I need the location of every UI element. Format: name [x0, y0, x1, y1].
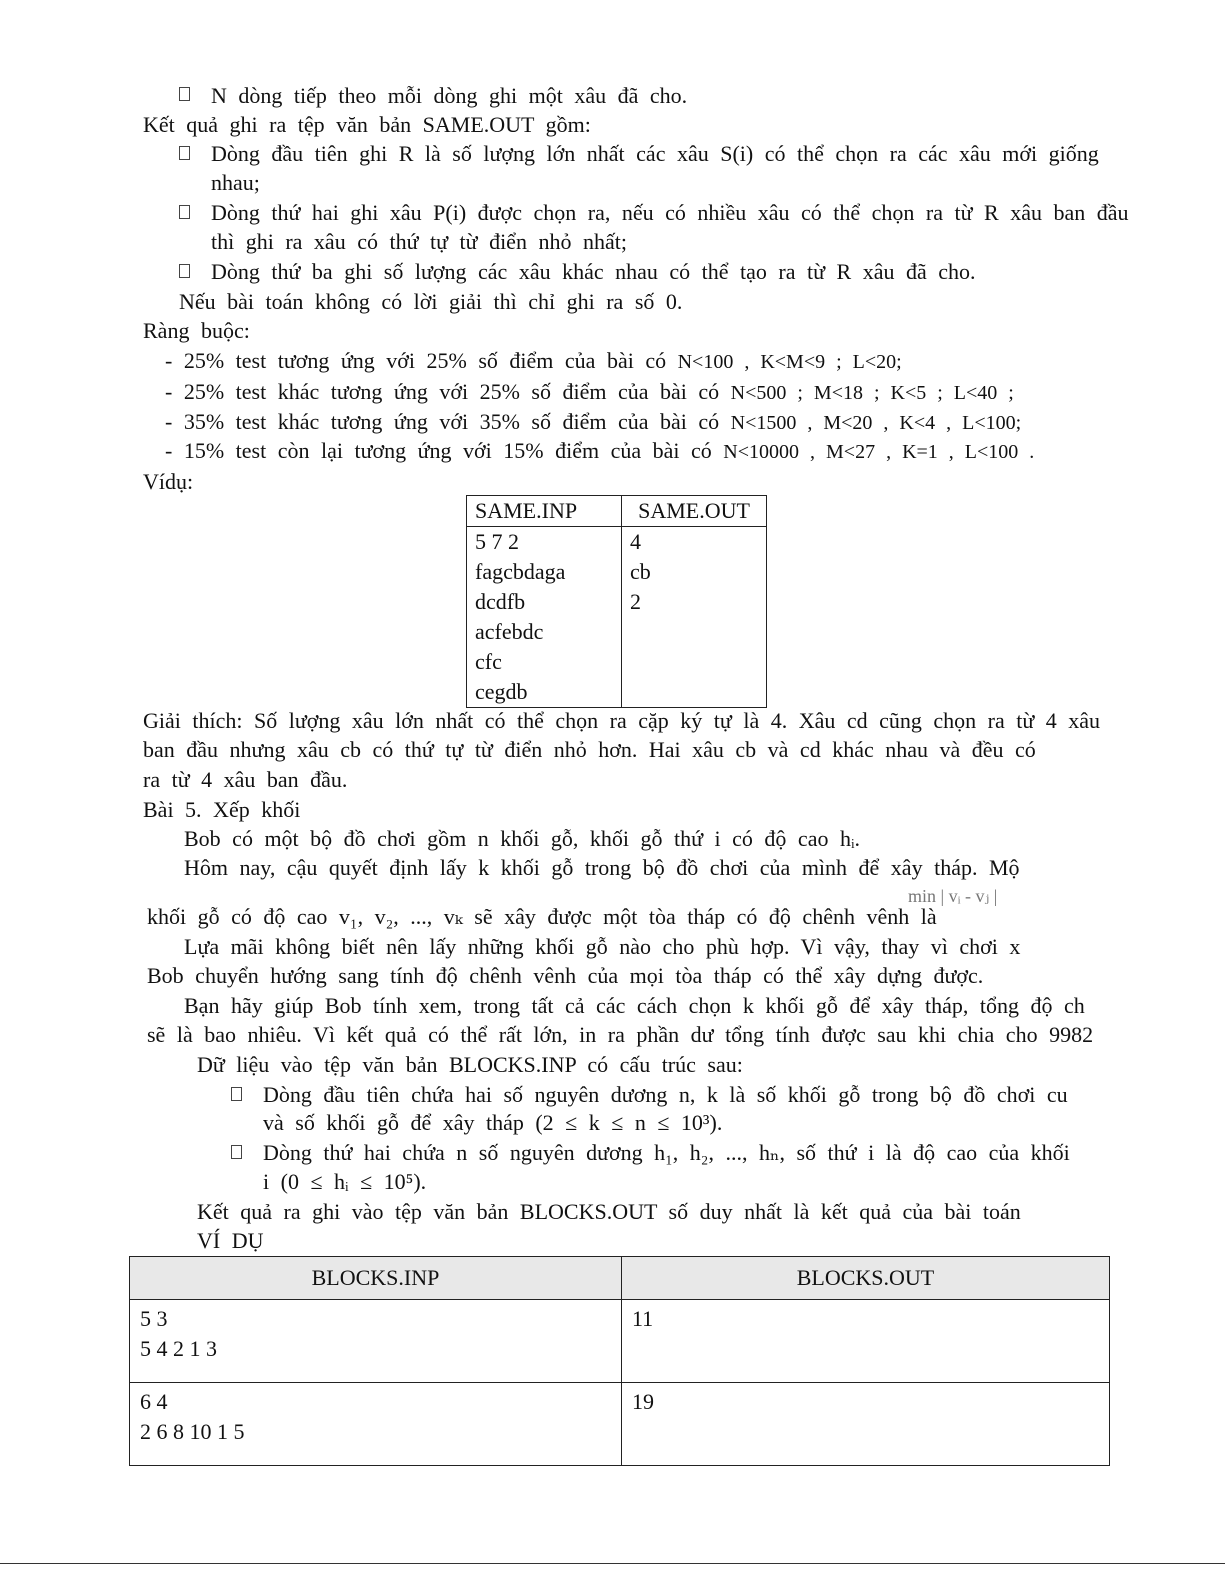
bullet-icon: [231, 1087, 242, 1101]
problem-line-2: Hôm nay, cậu quyết định lấy k khối gỗ trong bộ đồ chơi của mình để xây tháp. Mộ: [184, 855, 1020, 880]
problem-line-1: Bob có một bộ đồ chơi gồm n khối gỗ, khối gỗ thứ i có độ cao hᵢ.: [184, 826, 861, 851]
input-item-1-cont: và số khối gỗ để xây tháp (2 ≤ k ≤ n ≤ 10³).: [263, 1110, 723, 1135]
constraint-cond: N<500 ; M<18 ; K<5 ; L<40 ;: [730, 382, 1014, 404]
problem-title: Bài 5. Xếp khối: [143, 797, 301, 822]
output-line: 2: [630, 589, 641, 614]
problem-line-3: khối gỗ có độ cao v₁, v₂, ..., vₖ sẽ xây được một tòa tháp có độ chênh vênh là: [147, 904, 937, 929]
blocks-input-cell: [130, 1383, 622, 1466]
output-item-2: Dòng thứ hai ghi xâu P(i) được chọn ra, nếu có nhiều xâu có thể chọn ra từ R xâu ban đầu: [211, 200, 1129, 225]
table-header: BLOCKS.OUT: [622, 1257, 1110, 1300]
input-item-2: Dòng thứ hai chứa n số nguyên dương h₁, h₂, ..., hₙ, số thứ i là độ cao của khối: [263, 1140, 1070, 1165]
input-line: 5 3: [140, 1306, 168, 1331]
intro-line: N dòng tiếp theo mỗi dòng ghi một xâu đã cho.: [211, 83, 688, 108]
output-line: cb: [630, 559, 651, 584]
blocks-output-cell: 19: [622, 1383, 1110, 1466]
constraint-text: - 15% test còn lại tương ứng với 15% điểm của bài có: [165, 438, 712, 463]
page-divider: [0, 1563, 1225, 1564]
blocks-example-table: [129, 1256, 1110, 1466]
problem-line-7: sẽ là bao nhiêu. Vì kết quả có thể rất lớn, in ra phần dư tổng tính được sau khi chia cho 9982: [147, 1022, 1094, 1047]
input-line: cfc: [475, 649, 502, 674]
problem-line-4: Lựa mãi không biết nên lấy những khối gỗ nào cho phù hợp. Vì vậy, thay vì chơi x: [184, 934, 1021, 959]
constraint-cond: N<100 , K<M<9 ; L<20;: [677, 351, 902, 373]
bullet-icon: [179, 146, 190, 160]
problem-line-5: Bob chuyển hướng sang tính độ chênh vênh của mọi tòa tháp có thể xây dựng được.: [147, 963, 984, 988]
constraint-cond: N<10000 , M<27 , K=1 , L<100 .: [723, 441, 1035, 463]
output-item-1: Dòng đầu tiên ghi R là số lượng lớn nhất các xâu S(i) có thể chọn ra các xâu mới giống: [211, 141, 1099, 166]
table-header: SAME.INP: [467, 496, 622, 527]
bullet-icon: [179, 264, 190, 278]
bullet-icon: [231, 1145, 242, 1159]
explanation-1: Giải thích: Số lượng xâu lớn nhất có thể chọn ra cặp ký tự là 4. Xâu cd cũng chọn ra từ 4 xâu: [143, 708, 1101, 733]
explanation-2: ban đầu nhưng xâu cb có thứ tự từ điển nhỏ hơn. Hai xâu cb và cd khác nhau và đều có: [143, 737, 1036, 762]
table-header: BLOCKS.INP: [130, 1257, 622, 1300]
input-line: 5 4 2 1 3: [140, 1336, 217, 1361]
output-item-3: Dòng thứ ba ghi số lượng các xâu khác nhau có thể tạo ra từ R xâu đã cho.: [211, 259, 976, 284]
output-item-1-cont: nhau;: [211, 170, 260, 195]
constraint-text: - 25% test tương ứng với 25% số điểm của bài có: [165, 348, 667, 373]
constraint-4: [165, 437, 1034, 466]
input-line: acfebdc: [475, 619, 544, 644]
constraints-heading: Ràng buộc:: [143, 318, 250, 343]
problem-line-6: Bạn hãy giúp Bob tính xem, trong tất cả các cách chọn k khối gỗ để xây tháp, tổng độ ch: [184, 993, 1085, 1018]
same-example-table: [466, 495, 767, 708]
input-line: fagcbdaga: [475, 559, 566, 584]
constraint-2: [165, 378, 1014, 407]
explanation-3: ra từ 4 xâu ban đầu.: [143, 767, 348, 792]
blocks-output-cell: 11: [622, 1300, 1110, 1383]
input-item-2-cont: i (0 ≤ hᵢ ≤ 10⁵).: [263, 1169, 427, 1194]
input-line: dcdfb: [475, 589, 526, 614]
output-line: 4: [630, 529, 641, 554]
output-item-2-cont: thì ghi ra xâu có thứ tự từ điển nhỏ nhất;: [211, 229, 627, 254]
input-item-1: Dòng đầu tiên chứa hai số nguyên dương n, k là số khối gỗ trong bộ đồ chơi cu: [263, 1082, 1068, 1107]
same-output-cell: [622, 527, 767, 708]
input-heading: Dữ liệu vào tệp văn bản BLOCKS.INP có cấu trúc sau:: [197, 1052, 743, 1077]
example2-label: VÍ DỤ: [197, 1228, 264, 1253]
constraint-text: - 35% test khác tương ứng với 35% số điểm của bài có: [165, 409, 720, 434]
constraint-text: - 25% test khác tương ứng với 25% số điểm của bài có: [165, 379, 720, 404]
table-row: [130, 1383, 1110, 1466]
example-label: Vídụ:: [143, 469, 194, 494]
input-line: cegdb: [475, 679, 528, 704]
input-line: 5 7 2: [475, 529, 519, 554]
constraint-1: [165, 347, 902, 376]
input-line: 2 6 8 10 1 5: [140, 1419, 245, 1444]
table-row: [130, 1300, 1110, 1383]
constraint-3: [165, 408, 1021, 437]
min-formula: min | vᵢ - vⱼ |: [908, 886, 998, 906]
constraint-cond: N<1500 , M<20 , K<4 , L<100;: [730, 412, 1022, 434]
bullet-icon: [179, 205, 190, 219]
bullet-icon: [179, 87, 190, 101]
result-line: Kết quả ra ghi vào tệp văn bản BLOCKS.OUT số duy nhất là kết quả của bài toán: [197, 1199, 1021, 1224]
table-header: SAME.OUT: [622, 496, 767, 527]
same-input-cell: [467, 527, 622, 708]
output-heading: Kết quả ghi ra tệp văn bản SAME.OUT gồm:: [143, 112, 591, 137]
blocks-input-cell: [130, 1300, 622, 1383]
input-line: 6 4: [140, 1389, 168, 1414]
no-solution-line: Nếu bài toán không có lời giải thì chỉ ghi ra số 0.: [179, 289, 683, 314]
